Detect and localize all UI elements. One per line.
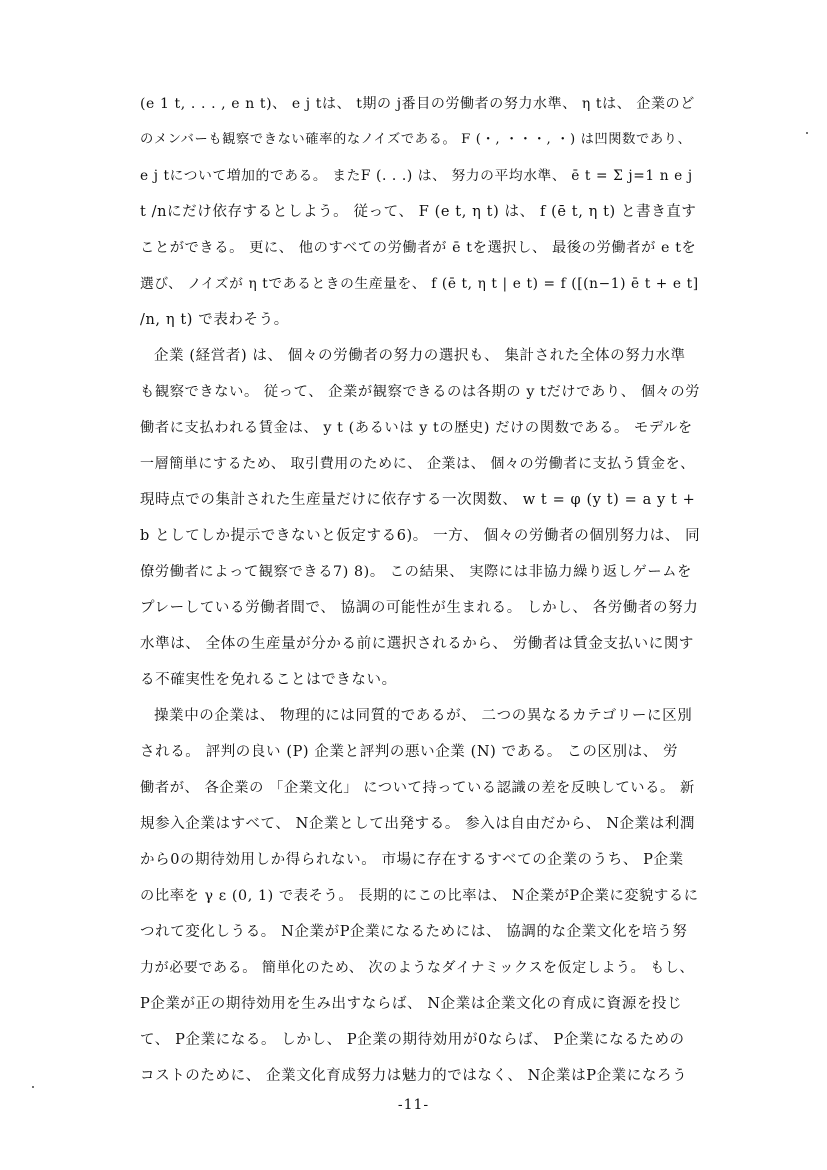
- text-line: も観察できない。 従って、 企業が観察できるのは各期の y tだけであり、 個々の労: [140, 384, 701, 400]
- text-line: て、 P企業になる。 しかし、 P企業の期待効用が0ならば、 P企業になるための: [140, 1032, 685, 1048]
- text-line: (e 1 t, . . . , e n t)、 e j tは、 t期の j番目の労働者の努力水準、 η tは、 企業のど: [140, 96, 695, 112]
- text-line: コストのために、 企業文化育成努力は魅力的ではなく、 N企業はP企業になろう: [140, 1068, 688, 1084]
- text-line: のメンバーも観察できない確率的なノイズである。 F (・, ・・・, ・) は凹関数であり、: [140, 132, 692, 147]
- text-line: 操業中の企業は、 物理的には同質的であるが、 二つの異なるカテゴリーに区別: [154, 708, 693, 724]
- text-line: 力が必要である。 簡単化のため、 次のようなダイナミックスを仮定しよう。 もし、: [140, 960, 695, 976]
- text-line: ことができる。 更に、 他のすべての労働者が ē tを選択し、 最後の労働者が e tを: [140, 240, 697, 256]
- text-line: P企業が正の期待効用を生み出すならば、 N企業は企業文化の育成に資源を投じ: [140, 996, 683, 1012]
- text-line: 水準は、 全体の生産量が分かる前に選択されるから、 労働者は賃金支払いに関す: [140, 636, 695, 652]
- scan-speck: [32, 1086, 34, 1088]
- text-line: 一層簡単にするため、 取引費用のために、 企業は、 個々の労働者に支払う賃金を、: [140, 456, 695, 472]
- text-line: る不確実性を免れることはできない。: [140, 672, 397, 688]
- text-line: t /nにだけ依存するとしよう。 従って、 F (e t, η t) は、 f (ē t, η t) と書き直す: [140, 204, 697, 220]
- text-line: 働者に支払われる賃金は、 y t (あるいは y tの歴史) だけの関数である。 モデルを: [140, 420, 693, 436]
- text-line: 現時点での集計された生産量だけに依存する一次関数、 w t = φ (y t) = a y t +: [140, 492, 696, 508]
- body-text: [140, 86, 700, 1094]
- text-line: 企業 (経営者) は、 個々の労働者の努力の選択も、 集計された全体の努力水準: [154, 348, 686, 364]
- text-line: 選び、 ノイズが η tであるときの生産量を、 f (ē t, η t | e t) = f ([(n−1) ē t + e t]: [140, 276, 699, 292]
- text-line: される。 評判の良い (P) 企業と評判の悪い企業 (N) である。 この区別は、 労: [140, 744, 679, 760]
- text-line: プレーしている労働者間で、 協調の可能性が生まれる。 しかし、 各労働者の努力: [140, 600, 699, 616]
- text-line: から0の期待効用しか得られない。 市場に存在するすべての企業のうち、 P企業: [140, 852, 684, 868]
- text-line: の比率を γ ε (0, 1) で表そう。 長期的にこの比率は、 N企業がP企業に変貌するに: [140, 888, 699, 904]
- text-line: つれて変化しうる。 N企業がP企業になるためには、 協調的な企業文化を培う努: [140, 924, 688, 940]
- text-line: 僚労働者によって観察できる7) 8)。 この結果、 実際には非協力繰り返しゲームを: [140, 564, 692, 580]
- text-line: e j tについて増加的である。 またF (. . .) は、 努力の平均水準、 ē t = Σ j=1 n e j: [140, 168, 693, 184]
- text-line: b としてしか提示できないと仮定する6)。 一方、 個々の労働者の個別努力は、 同: [140, 528, 701, 544]
- text-line: 働者が、 各企業の 「企業文化」 について持っている認識の差を反映している。 新: [140, 780, 695, 796]
- text-line: 規参入企業はすべて、 N企業として出発する。 参入は自由だから、 N企業は利潤: [140, 816, 696, 832]
- text-line: /n, η t) で表わそう。: [140, 312, 289, 328]
- page-number: -11-: [397, 1097, 430, 1113]
- scan-speck: [806, 132, 808, 134]
